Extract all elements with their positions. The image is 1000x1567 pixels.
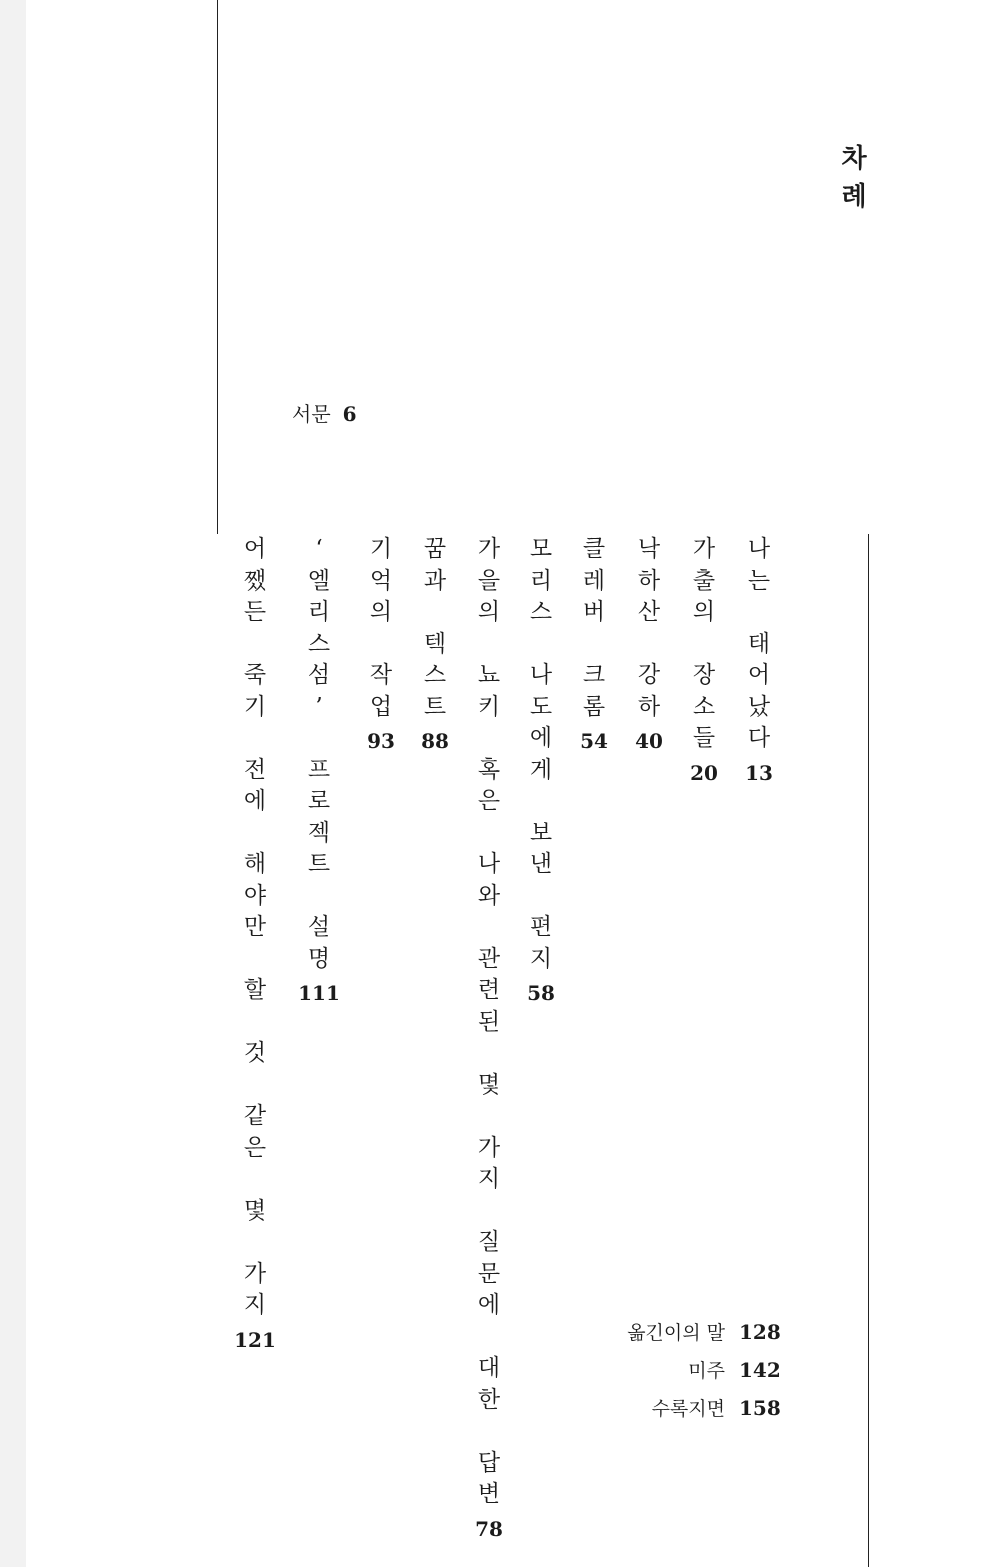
chapter-page-number: 121	[234, 1327, 276, 1352]
chapter-title: 어 쨌 든 죽 기 전 에 해 야 만 할 것 같 은 몇 가 지	[243, 536, 267, 1318]
back-matter-label: 미주	[688, 1360, 725, 1382]
vertical-rule-bottom	[868, 534, 869, 1567]
chapter-page-number: 20	[690, 760, 718, 785]
chapter-entry[interactable]	[418, 534, 452, 753]
chapter-entry[interactable]	[524, 534, 558, 1005]
vertical-rule-top	[217, 0, 218, 534]
preface-page-number: 6	[342, 402, 357, 426]
chapter-page-number: 93	[367, 729, 395, 753]
chapter-page-number: 58	[527, 981, 555, 1005]
chapter-page-number: 78	[475, 1516, 503, 1541]
chapter-page-number: 13	[745, 760, 773, 785]
chapter-page-number: 54	[580, 729, 608, 753]
chapter-page-number: 111	[298, 981, 340, 1005]
preface-entry[interactable]	[292, 399, 357, 429]
back-matter-label: 수록지면	[651, 1398, 725, 1420]
toc-title: 차 례	[841, 144, 867, 212]
chapter-title: 나 는 태 어 났 다	[747, 536, 771, 751]
chapter-entry[interactable]	[742, 534, 776, 785]
page	[26, 0, 1000, 1567]
back-matter-page-number: 128	[739, 1320, 781, 1344]
chapter-entry[interactable]	[577, 534, 611, 753]
back-matter-entry[interactable]	[539, 1393, 779, 1424]
chapter-title: 모 리 스 나 도 에 게 보 낸 편 지	[529, 536, 553, 972]
chapter-title: 클 레 버 크 롬	[582, 536, 606, 720]
chapter-entry[interactable]	[364, 534, 398, 753]
chapter-entry[interactable]	[687, 534, 721, 785]
chapter-title: 낙 하 산 강 하	[637, 536, 661, 720]
chapter-page-number: 40	[635, 729, 663, 753]
back-matter-entry[interactable]	[539, 1355, 779, 1386]
preface-label: 서문	[292, 402, 331, 426]
chapter-page-number: 88	[421, 729, 449, 753]
back-matter-page-number: 158	[739, 1396, 781, 1420]
chapter-entry[interactable]	[472, 534, 506, 1541]
chapter-title: 가 을 의 뇨 키 혹 은 나 와 관 련 된 몇 가 지 질 문 에 대 한 답 변	[477, 536, 501, 1507]
chapter-title: 가 출 의 장 소 들	[692, 536, 716, 751]
chapter-title: 기 억 의 작 업	[369, 536, 393, 720]
chapter-title: 꿈 과 텍 스 트	[423, 536, 447, 720]
chapter-entry[interactable]	[234, 534, 276, 1352]
back-matter-entry[interactable]	[539, 1317, 779, 1348]
back-matter-label: 옮긴이의 말	[627, 1322, 725, 1344]
chapter-entry[interactable]	[298, 534, 340, 1005]
back-matter-page-number: 142	[739, 1358, 781, 1382]
chapter-entry[interactable]	[632, 534, 666, 753]
chapter-title: ‘ 엘 리 스 섬 ’ 프 로 젝 트 설 명	[307, 536, 331, 972]
